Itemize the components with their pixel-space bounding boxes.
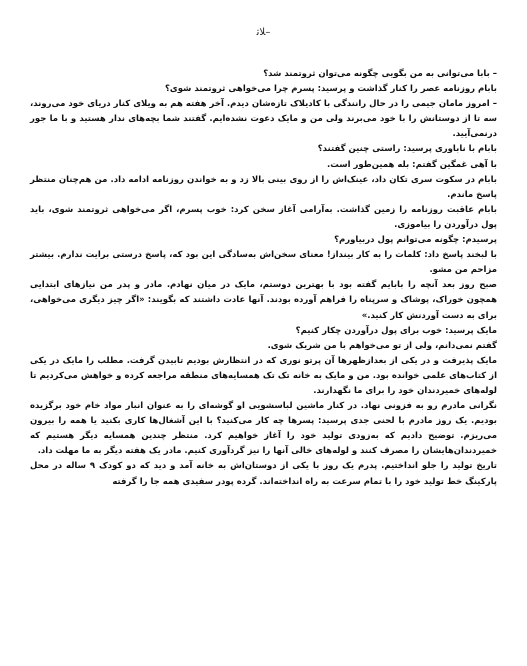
paragraph: بابام با ناباوری پرسید: راستی چنین گفتند؟ xyxy=(317,144,497,155)
paragraph: صبح روز بعد آنچه را بابایم گفته بود با بهترین دوستم، مایک در میان نهادم. مادر و پدر من نیازهای ابتدایی همچون خوراک، پوشاک و سرپناه را فراهم آورده بودند. آنها عادت داشتند که بگویند: «اگر چیز دیگری می‌خواهی، برای به دست آوردنش کار کنید.» xyxy=(30,280,497,321)
paragraph: – امروز مامان جیمی را در حال رانندگی با کادیلاک تازه‌شان دیدم. آخر هفته هم به ویلای کنار دریای خود می‌روند، سه تا از دوستانش را با خود می‌برند ولی من و مایک دعوت نشده‌ایم. گفتند شما بچه‌های ندار هستید و با ما جور درنمی‌آیید. xyxy=(30,99,497,140)
paragraph: پرسیدم: چگونه می‌توانم پول دربیاورم؟ xyxy=(334,235,497,246)
paragraph: با لبخند پاسخ داد: کلمات را به کار بینداز! معنای سخن‌اش به‌سادگی این بود که، پاسخ درستی برایت ندارم. بیشتر مزاحم من مشو. xyxy=(30,250,497,276)
paragraph: مایک پرسید: خوب برای پول درآوردن چکار کنیم؟ xyxy=(295,325,497,336)
paragraph: گفتم نمی‌دانم، ولی از تو می‌خواهم با من شریک شوی. xyxy=(267,340,497,351)
paragraph: بابام در سکوت سری تکان داد، عینک‌اش را از روی بینی بالا زد و به خواندن روزنامه ادامه داد. من هم‌چنان منتظر پاسخ ماندم. xyxy=(30,174,497,200)
paragraph: تاریخ تولید را جلو انداختیم. پدرم یک روز با یکی از دوستان‌اش به خانه آمد و دید که دو کودک ۹ ساله در محل پارکینگ خط تولید خود را با تمام سرعت به راه انداخته‌اند. گرده پودر سفیدی همه جا را گرفته xyxy=(30,461,497,487)
paragraph: مایک پذیرفت و در یکی از بعدازظهرها آن پرتو نوری که در انتظارش بودیم تابیدن گرفت. مطلب را مایک در یکی از کتاب‌های علمی خوانده بود. من و مایک به خانه تک تک همسایه‌های منطقه مراجعه کرده و خواهش می‌کردیم تا لوله‌های خمیردندان خود را برای ما نگهدارند. xyxy=(30,355,497,396)
paragraph: بابام روزنامه عصر را کنار گذاشت و پرسید: پسرم چرا می‌خواهی ثروتمند شوی؟ xyxy=(164,84,497,95)
paragraph: بابام عاقبت روزنامه را زمین گذاشت. به‌آرامی آغاز سخن کرد: خوب پسرم، اگر می‌خواهی ثروتمند شوی، باید پول درآوردن را بیاموزی. xyxy=(30,204,497,230)
paragraph: نگرانی مادرم رو به فزونی نهاد. در کنار ماشین لباسشویی او گوشه‌ای را به عنوان انبار مواد خام خود برگزیده بودیم. یک روز مادرم با لحنی جدی پرسید: پسرها چه کار می‌کنید؟ با این آشغال‌ها کاری بکنید یا همه را بیرون می‌ریزم. توضیح دادیم که به‌زودی تولید خود را آغاز خواهیم کرد. منتظر چندین همسایه دیگر هستیم که خمیردندان‌هایشان را مصرف کنند و لوله‌های خالی آنها را نیز گردآوری کنیم. مادر یک هفته دیگر به ما مهلت داد. xyxy=(30,401,497,457)
page-number: ﻼﺗ– xyxy=(256,27,271,38)
paragraph: – بابا می‌توانی به من بگویی چگونه می‌توان ثروتمند شد؟ xyxy=(263,69,497,79)
paragraph: با آهی غمگین گفتم: بله همین‌طور است. xyxy=(327,159,497,170)
body-text xyxy=(30,67,497,490)
